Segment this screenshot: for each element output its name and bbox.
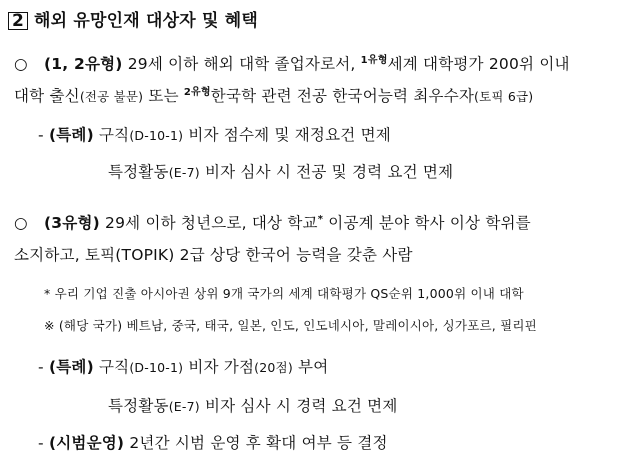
section-number-box: 2 — [8, 12, 28, 30]
major-note: (전공 불문) — [79, 89, 144, 104]
special-text-1b: 비자 가점 — [183, 358, 255, 376]
type3-special-line-1 — [38, 355, 328, 377]
type12-text-2b: 또는 — [143, 87, 184, 105]
special-label: (특례) — [48, 358, 94, 376]
visa-code: (E-7) — [168, 399, 200, 414]
type12-text-2a: 대학 출신 — [14, 87, 80, 105]
pilot-text: 2년간 시범 운영 후 확대 여부 등 결정 — [124, 434, 388, 452]
points-value: (20점) — [254, 360, 293, 375]
special-text-1a: 구직 — [93, 126, 130, 144]
type3-line-2 — [14, 243, 413, 265]
footnote-universities: * 우리 기업 진출 아시아권 상위 9개 국가의 세계 대학평가 QS순위 1,000위 이내 대학 — [44, 286, 524, 301]
special-text-2a: 특정활동 — [108, 397, 169, 415]
type3-text-1a: 29세 이하 청년으로, 대상 학교 — [99, 214, 318, 232]
type3-text-1b: 이공계 분야 학사 이상 학위를 — [323, 214, 531, 232]
visa-code: (D-10-1) — [129, 128, 184, 143]
pilot-label: (시범운영) — [48, 434, 125, 452]
type12-text-1b: 세계 대학평가 200위 이내 — [387, 55, 570, 73]
special-text-1c: 부여 — [292, 358, 329, 376]
type12-label: (1, 2유형) — [44, 55, 123, 73]
type12-special-line-2 — [108, 160, 453, 182]
type12-line-2 — [14, 84, 533, 106]
visa-code: (D-10-1) — [129, 360, 184, 375]
type3-text-2: 소지하고, 토픽(TOPIK) 2급 상당 한국어 능력을 갖춘 사람 — [14, 246, 413, 264]
special-label: (특례) — [48, 126, 94, 144]
topik-note: (토픽 6급) — [474, 89, 534, 104]
type12-text-2c: 한국학 관련 전공 한국어능력 최우수자 — [210, 87, 475, 105]
circle-bullet-icon: ○ — [14, 55, 28, 73]
type3-line-1 — [14, 211, 531, 233]
special-text-2b: 비자 심사 시 경력 요건 면제 — [199, 397, 398, 415]
dash-bullet-icon: - — [38, 126, 44, 144]
type12-special-line-1 — [38, 123, 391, 145]
dash-bullet-icon: - — [38, 358, 44, 376]
special-text-1a: 구직 — [93, 358, 130, 376]
type12-line-1 — [14, 52, 570, 74]
special-text-1b: 비자 점수제 및 재정요건 면제 — [183, 126, 391, 144]
circle-bullet-icon: ○ — [14, 214, 28, 232]
type2-superscript: 2유형 — [183, 87, 211, 98]
section-heading — [8, 6, 258, 31]
type3-label: (3유형) — [44, 214, 100, 232]
visa-code: (E-7) — [168, 165, 200, 180]
pilot-line — [38, 431, 388, 453]
special-text-2a: 특정활동 — [108, 163, 169, 181]
note-countries: ※ (해당 국가) 베트남, 중국, 태국, 일본, 인도, 인도네시아, 말레이시아, 싱가포르, 필리핀 — [44, 318, 537, 333]
type3-special-line-2 — [108, 394, 398, 416]
special-text-2b: 비자 심사 시 전공 및 경력 요건 면제 — [199, 163, 454, 181]
dash-bullet-icon: - — [38, 434, 44, 452]
type1-superscript: 1유형 — [360, 55, 388, 66]
section-title: 해외 유망인재 대상자 및 혜택 — [34, 11, 258, 31]
type12-text-1a: 29세 이하 해외 대학 졸업자로서, — [122, 55, 361, 73]
footnote-marker: * — [317, 214, 324, 225]
